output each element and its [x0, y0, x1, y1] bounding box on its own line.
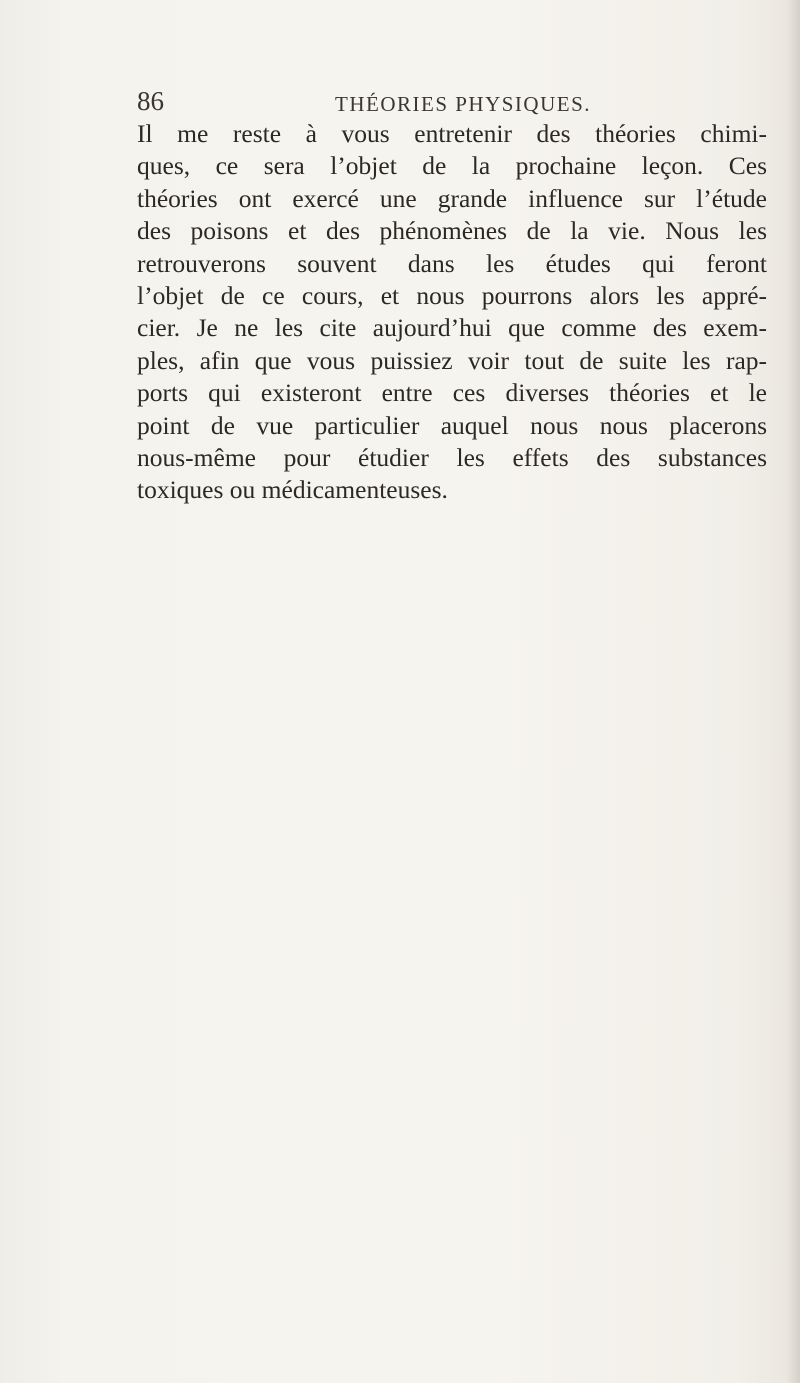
text-line: point de vue particulier auquel nous nous placerons [137, 410, 767, 440]
running-title: THÉORIES PHYSIQUES. [335, 92, 592, 116]
text-line: ports qui existeront entre ces diverses théories et le [137, 378, 767, 408]
text-line: théories ont exercé une grande influence sur l’étude [137, 183, 767, 213]
page-header [137, 84, 777, 120]
text-line: retrouverons souvent dans les études qui feront [137, 248, 767, 278]
text-line: ques, ce sera l’objet de la prochaine leçon. Ces [137, 151, 767, 181]
text-line: Il me reste à vous entretenir des théories chimi- [137, 119, 767, 148]
page-edge-shadow [786, 0, 800, 1383]
text-line: des poisons et des phénomènes de la vie. Nous les [137, 216, 767, 246]
text-line: toxiques ou médicamenteuses. [137, 475, 448, 505]
text-line: l’objet de ce cours, et nous pourrons alors les appré- [137, 281, 767, 311]
text-line: nous-même pour étudier les effets des substances [137, 443, 767, 473]
body-paragraph [137, 118, 767, 507]
text-line: cier. Je ne les cite aujourd’hui que comme des exem- [137, 313, 767, 343]
page-number: 86 [137, 86, 164, 116]
text-line: ples, afin que vous puissiez voir tout de suite les rap- [137, 345, 767, 375]
